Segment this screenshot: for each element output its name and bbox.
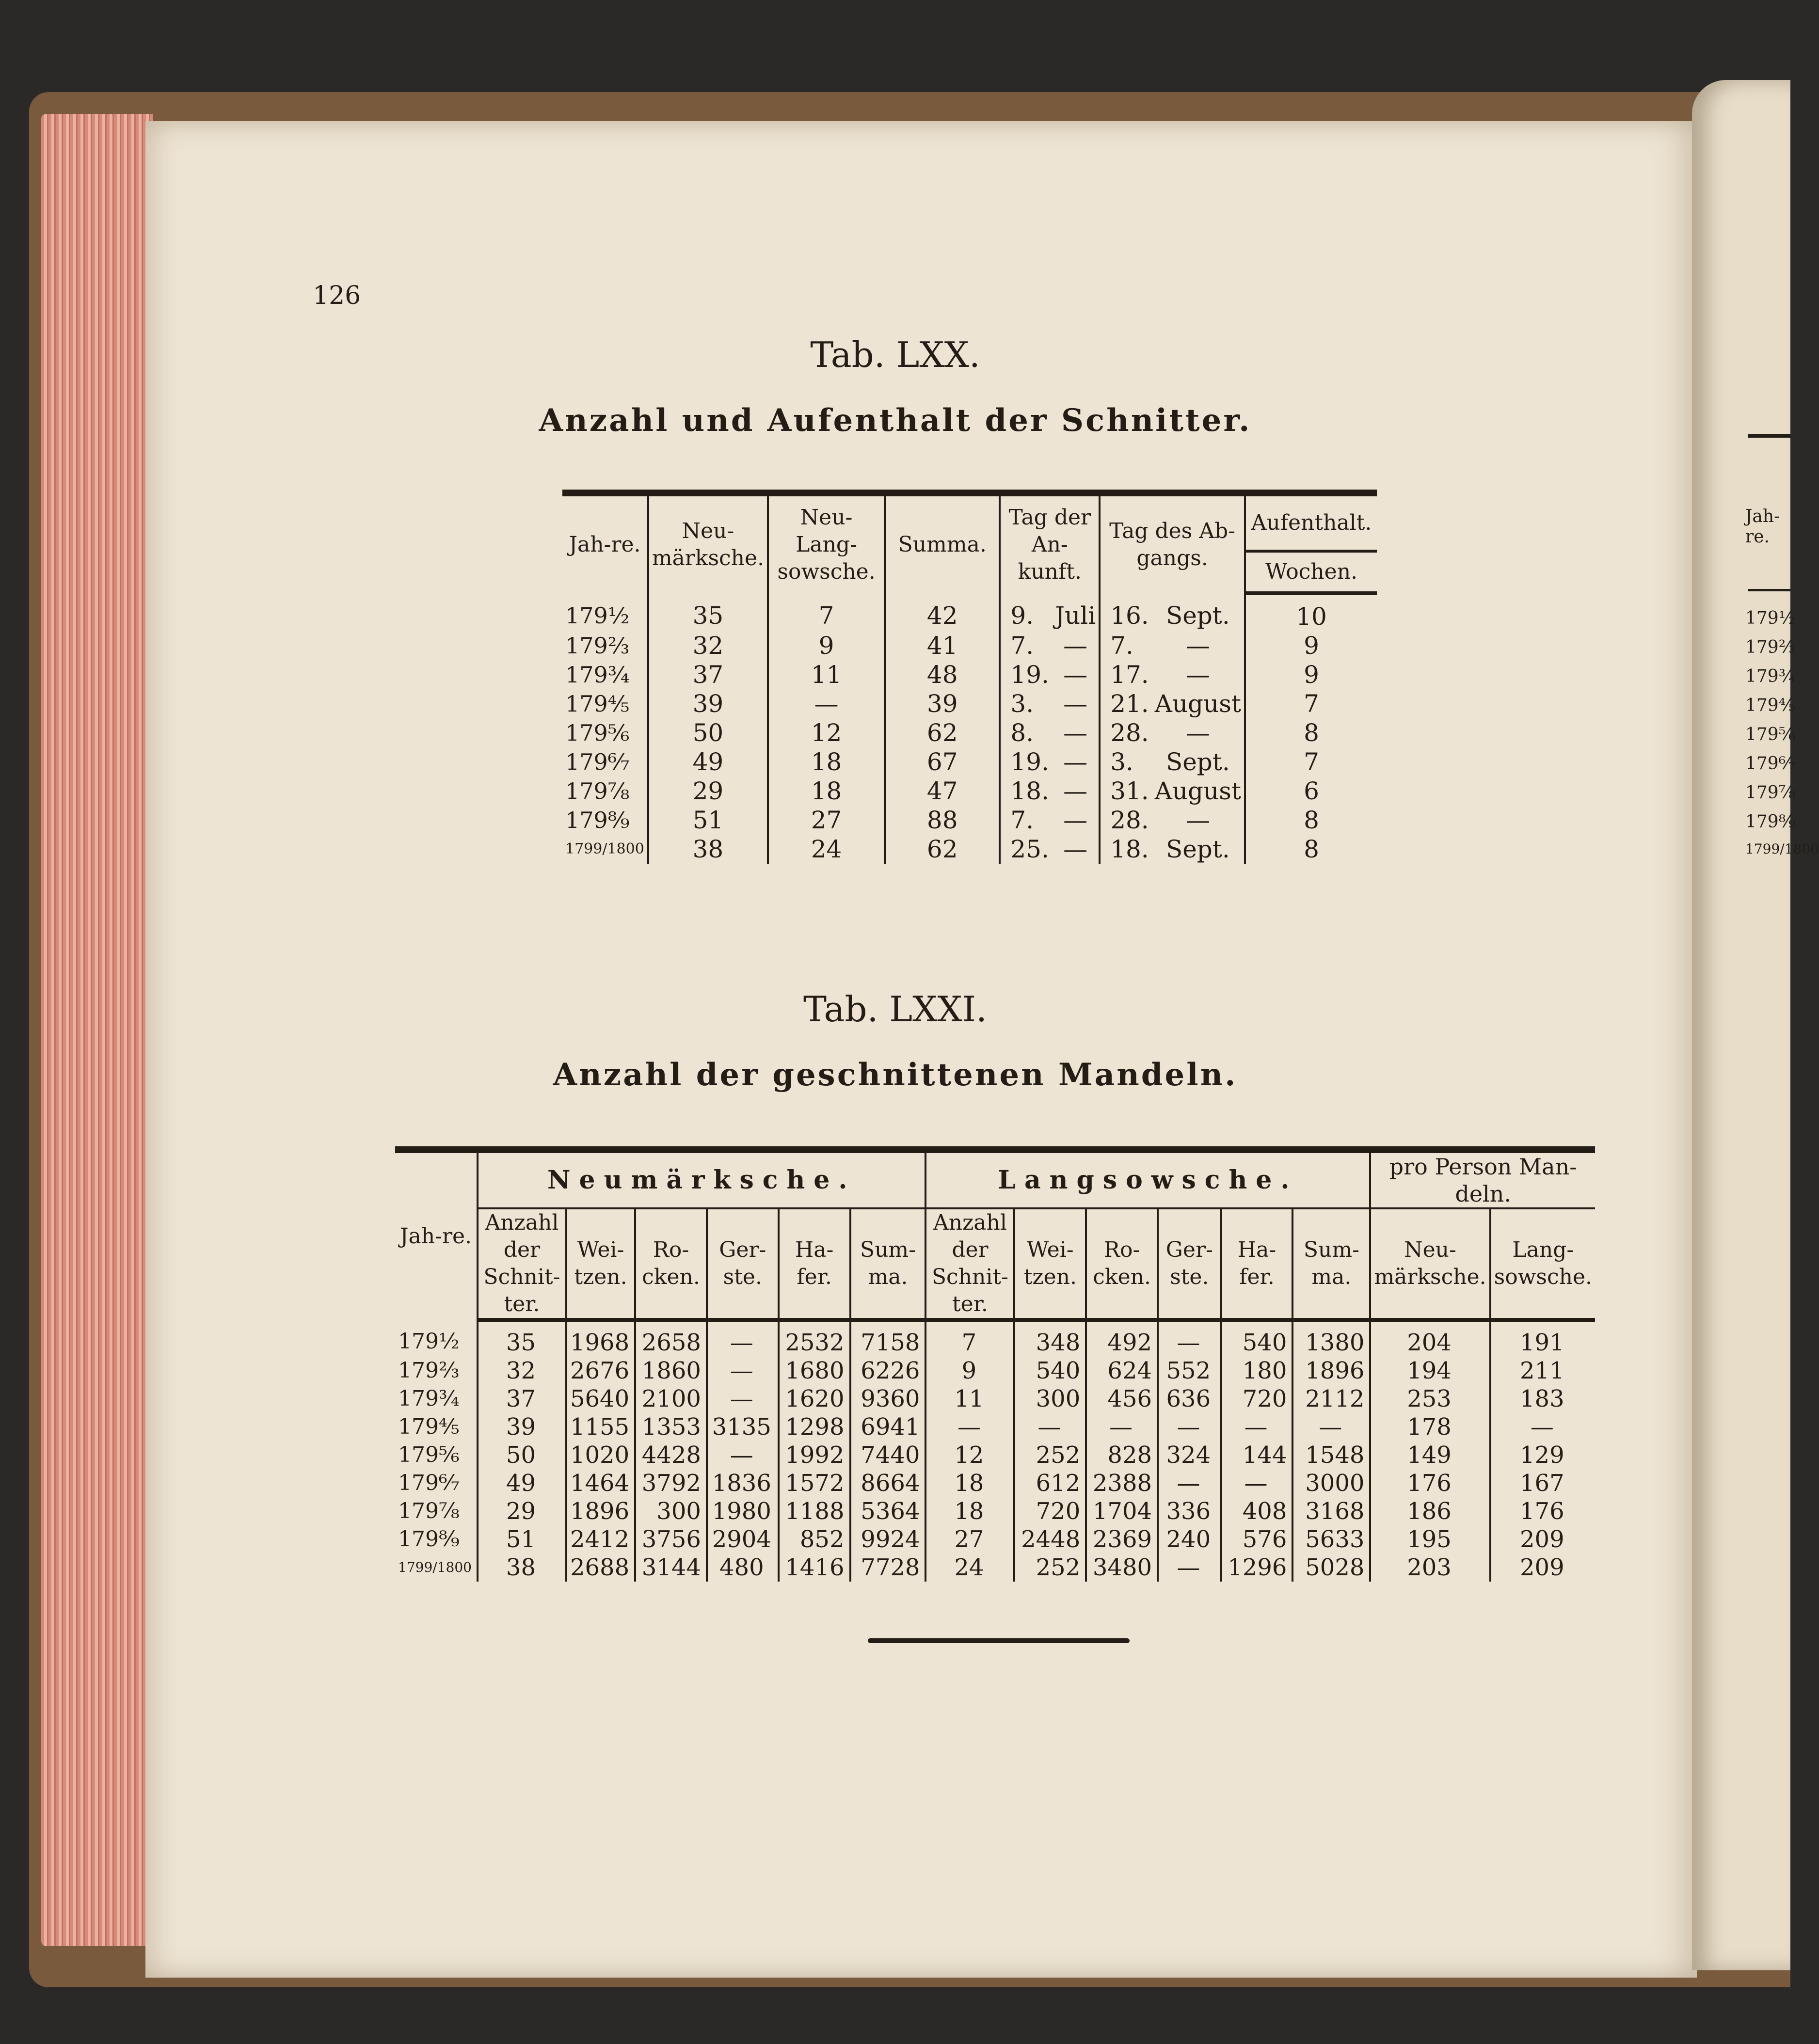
cell-l-hafer: 576 [1221, 1525, 1293, 1553]
cell-n-gerste: — [707, 1441, 779, 1469]
table70-title: Tab. LXX. [810, 334, 980, 375]
cell-summa: 41 [885, 631, 1000, 660]
cell-l-hafer: 180 [1221, 1357, 1293, 1385]
cell-per-langsowsche: — [1530, 1413, 1554, 1441]
table71-title: Tab. LXXI. [803, 989, 987, 1030]
cell-n-gerste: 1836 [707, 1469, 779, 1497]
cell-n-weizen: 1896 [566, 1497, 635, 1525]
cell-ankunft-day: 8. [1010, 719, 1034, 747]
next-page-year: 179¾ [1745, 666, 1796, 686]
cell-ankunft-month: — [1052, 835, 1100, 864]
cell-abgang-month: August [1152, 776, 1245, 806]
cell-langsowsche: 11 [768, 660, 885, 689]
end-ornament-line [868, 1638, 1130, 1643]
cell-n-rocken: 2658 [635, 1320, 707, 1357]
cell-l-hafer: 540 [1221, 1320, 1293, 1357]
cell-n-hafer: 2532 [779, 1320, 850, 1357]
cell-neumaerksche: 35 [648, 593, 768, 631]
cell-year: 1799/1800 [395, 1553, 478, 1582]
cell-abgang-day: 17. [1110, 661, 1149, 689]
table-row [562, 747, 1377, 776]
cell-ankunft-month: — [1052, 660, 1100, 689]
cell-ankunft-day: 18. [1010, 777, 1049, 805]
cell-n-gerste: — [707, 1357, 779, 1385]
cell-l-anzahl: 12 [925, 1441, 1014, 1469]
table-row [395, 1497, 1595, 1525]
cell-abgang-day: 21. [1110, 690, 1149, 718]
cell-ankunft-day: 19. [1010, 661, 1049, 689]
cell-l-weizen: 720 [1014, 1497, 1086, 1525]
cell-year: 179⅔ [395, 1357, 478, 1385]
cell-l-gerste: 324 [1158, 1441, 1221, 1469]
cell-wochen: 6 [1304, 777, 1319, 805]
cell-n-hafer: 1188 [779, 1497, 850, 1525]
cell-n-weizen: 1968 [566, 1320, 635, 1357]
cell-l-weizen: 2448 [1014, 1525, 1086, 1553]
cell-ankunft-month: — [1052, 718, 1100, 747]
cell-l-rocken: 1704 [1086, 1497, 1158, 1525]
cell-abgang-month: — [1152, 631, 1245, 660]
cell-abgang-day: 28. [1110, 719, 1149, 747]
col-header-jahre: Jah-re. [395, 1150, 478, 1320]
cell-l-hafer: 720 [1221, 1385, 1293, 1413]
cell-n-rocken: 4428 [635, 1441, 707, 1469]
cell-n-rocken: 1353 [635, 1413, 707, 1441]
col-header-summa: Summa. [885, 493, 1000, 593]
cell-n-rocken: 2100 [635, 1385, 707, 1413]
cell-n-summa: 5364 [850, 1497, 926, 1525]
cell-summa: 48 [885, 660, 1000, 689]
cell-l-summa: 3168 [1292, 1497, 1370, 1525]
cell-n-anzahl: 50 [478, 1441, 566, 1469]
cell-l-summa: 5633 [1292, 1525, 1370, 1553]
table-row [395, 1553, 1595, 1582]
cell-l-hafer: 144 [1221, 1441, 1293, 1469]
cell-l-summa: 2112 [1292, 1385, 1370, 1413]
cell-langsowsche: 7 [768, 593, 885, 631]
cell-year: 179⅞ [395, 1497, 478, 1525]
next-page-year: 179½ [1745, 608, 1796, 628]
page-number: 126 [313, 281, 361, 310]
col-header-jahre: Jah-re. [562, 493, 648, 593]
table-row [562, 631, 1377, 660]
col-header-summa: Sum-ma. [850, 1208, 926, 1320]
cell-l-weizen: 540 [1014, 1357, 1086, 1385]
cell-year: 179⁸⁄₉ [395, 1525, 478, 1553]
cell-wochen: 7 [1304, 690, 1319, 718]
cell-n-hafer: 1680 [779, 1357, 850, 1385]
cell-summa: 62 [885, 718, 1000, 747]
next-page-year: 179⁸⁄₉ [1745, 812, 1796, 832]
cell-l-anzahl: 18 [925, 1469, 1014, 1497]
cell-wochen: 9 [1304, 632, 1319, 660]
cell-l-summa: 1380 [1292, 1320, 1370, 1357]
col-header-abgang: Tag des Ab-gangs. [1100, 493, 1245, 593]
cell-per-langsowsche: 191 [1520, 1329, 1564, 1356]
cell-n-rocken: 3792 [635, 1469, 707, 1497]
cell-abgang-month: — [1152, 660, 1245, 689]
cell-ankunft-day: 7. [1010, 806, 1034, 834]
cell-neumaerksche: 38 [648, 835, 768, 864]
cell-n-rocken: 300 [635, 1497, 707, 1525]
cell-abgang-day: 16. [1110, 602, 1149, 630]
cell-ankunft-month: — [1052, 806, 1100, 835]
cell-neumaerksche: 51 [648, 806, 768, 835]
cell-year: 179⅘ [562, 689, 648, 718]
cell-l-gerste: 552 [1158, 1357, 1221, 1385]
table-row [395, 1441, 1595, 1469]
cell-l-rocken: 828 [1086, 1441, 1158, 1469]
next-page-year: 179⅘ [1745, 696, 1796, 715]
cell-neumaerksche: 39 [648, 689, 768, 718]
col-group-langsowsche: Langsowsche. [925, 1150, 1370, 1208]
next-page-header: Jah-re. [1745, 507, 1780, 547]
cell-l-weizen: 612 [1014, 1469, 1086, 1497]
cell-year: 179⅚ [562, 718, 648, 747]
cell-summa: 88 [885, 806, 1000, 835]
cell-neumaerksche: 50 [648, 718, 768, 747]
cell-per-neumaerksche: 204 [1370, 1320, 1490, 1357]
col-header-neumaerksche: Neu-märksche. [1370, 1208, 1490, 1320]
col-header-langsowsche: Neu-Lang-sowsche. [768, 493, 885, 593]
cell-n-anzahl: 37 [478, 1385, 566, 1413]
col-group-neumaerksche: Neumärksche. [478, 1150, 925, 1208]
cell-neumaerksche: 37 [648, 660, 768, 689]
table-row [562, 718, 1377, 747]
cell-ankunft-day: 9. [1010, 602, 1034, 630]
cell-year: 179½ [562, 593, 648, 631]
cell-per-neumaerksche: 194 [1370, 1357, 1490, 1385]
cell-langsowsche: — [768, 689, 885, 718]
cell-n-summa: 6941 [850, 1413, 926, 1441]
cell-l-rocken: 456 [1086, 1385, 1158, 1413]
cell-ankunft-day: 3. [1010, 690, 1034, 718]
cell-l-rocken: 2388 [1086, 1469, 1158, 1497]
cell-ankunft-day: 19. [1010, 748, 1049, 776]
cell-l-gerste: — [1158, 1320, 1221, 1357]
cell-ankunft-month: — [1052, 631, 1100, 660]
cell-abgang-month: — [1152, 718, 1245, 747]
cell-l-rocken: 3480 [1086, 1553, 1158, 1582]
cell-abgang-day: 7. [1110, 632, 1133, 660]
cell-year: 179⅞ [562, 776, 648, 806]
cell-abgang-day: 28. [1110, 806, 1149, 834]
table-row [395, 1320, 1595, 1357]
cell-l-anzahl: 24 [925, 1553, 1014, 1582]
cell-year: 1799/1800 [562, 835, 648, 864]
cell-l-anzahl: 9 [925, 1357, 1014, 1385]
cell-l-summa: 3000 [1292, 1469, 1370, 1497]
cell-l-gerste: — [1158, 1413, 1221, 1441]
cell-l-weizen: 348 [1014, 1320, 1086, 1357]
cell-l-anzahl: — [925, 1413, 1014, 1441]
cell-n-gerste: — [707, 1320, 779, 1357]
cell-per-langsowsche: 211 [1520, 1357, 1564, 1384]
cell-l-rocken: — [1086, 1413, 1158, 1441]
cell-summa: 39 [885, 689, 1000, 718]
cell-n-weizen: 1155 [566, 1413, 635, 1441]
cell-langsowsche: 12 [768, 718, 885, 747]
cell-wochen: 7 [1304, 748, 1319, 776]
cell-l-hafer: — [1221, 1413, 1293, 1441]
col-header-hafer: Ha-fer. [779, 1208, 850, 1320]
cell-summa: 67 [885, 747, 1000, 776]
cell-neumaerksche: 49 [648, 747, 768, 776]
table-row [562, 776, 1377, 806]
cell-l-summa: 5028 [1292, 1553, 1370, 1582]
cell-n-anzahl: 35 [478, 1320, 566, 1357]
table-row [562, 806, 1377, 835]
col-header-ankunft: Tag der An-kunft. [1000, 493, 1100, 593]
cell-n-gerste: 1980 [707, 1497, 779, 1525]
cell-per-neumaerksche: 195 [1370, 1525, 1490, 1553]
col-header-gerste: Ger-ste. [707, 1208, 779, 1320]
table-row [562, 689, 1377, 718]
cell-l-gerste: 336 [1158, 1497, 1221, 1525]
cell-n-rocken: 1860 [635, 1357, 707, 1385]
table70 [562, 490, 1377, 864]
cell-l-gerste: 240 [1158, 1525, 1221, 1553]
col-header-weizen: Wei-tzen. [566, 1208, 635, 1320]
col-header-hafer: Ha-fer. [1221, 1208, 1293, 1320]
col-header-summa: Sum-ma. [1292, 1208, 1370, 1320]
cell-l-anzahl: 18 [925, 1497, 1014, 1525]
cell-n-summa: 8664 [850, 1469, 926, 1497]
cell-l-anzahl: 27 [925, 1525, 1014, 1553]
cell-langsowsche: 18 [768, 747, 885, 776]
cell-neumaerksche: 32 [648, 631, 768, 660]
cell-n-gerste: 2904 [707, 1525, 779, 1553]
cell-per-langsowsche: 209 [1520, 1554, 1564, 1581]
cell-abgang-day: 3. [1110, 748, 1133, 776]
col-group-pro-person: pro Person Man-deln. [1370, 1150, 1595, 1208]
cell-n-weizen: 2412 [566, 1525, 635, 1553]
cell-l-anzahl: 11 [925, 1385, 1014, 1413]
cell-n-gerste: — [707, 1385, 779, 1413]
cell-n-weizen: 2676 [566, 1357, 635, 1385]
col-header-gerste: Ger-ste. [1158, 1208, 1221, 1320]
cell-l-rocken: 624 [1086, 1357, 1158, 1385]
cell-n-anzahl: 38 [478, 1553, 566, 1582]
cell-per-neumaerksche: 178 [1370, 1413, 1490, 1441]
cell-year: 179¾ [395, 1385, 478, 1413]
cell-abgang-month: Sept. [1152, 747, 1245, 776]
cell-abgang-month: — [1152, 806, 1245, 835]
col-header-neumaerksche: Neu-märksche. [648, 493, 768, 593]
cell-n-anzahl: 39 [478, 1413, 566, 1441]
cell-neumaerksche: 29 [648, 776, 768, 806]
cell-wochen: 10 [1296, 602, 1327, 631]
cell-n-weizen: 5640 [566, 1385, 635, 1413]
cell-l-rocken: 492 [1086, 1320, 1158, 1357]
cell-wochen: 9 [1304, 661, 1319, 689]
cell-year: 179⁶⁄₇ [395, 1469, 478, 1497]
cell-n-hafer: 1416 [779, 1553, 850, 1582]
cell-year: 179⁶⁄₇ [562, 747, 648, 776]
next-page-year: 179⁶⁄₇ [1745, 754, 1796, 774]
cell-n-summa: 7440 [850, 1441, 926, 1469]
cell-n-weizen: 1020 [566, 1441, 635, 1469]
table-row [395, 1357, 1595, 1385]
cell-ankunft-day: 25. [1010, 835, 1049, 863]
cell-year: 179¾ [562, 660, 648, 689]
cell-l-rocken: 2369 [1086, 1525, 1158, 1553]
cell-l-weizen: 300 [1014, 1385, 1086, 1413]
cell-l-hafer: — [1221, 1469, 1293, 1497]
cell-l-gerste: — [1158, 1469, 1221, 1497]
next-page-year: 179⅚ [1745, 725, 1796, 745]
next-page-year: 1799/1800 [1745, 841, 1819, 857]
cell-l-weizen: — [1014, 1413, 1086, 1441]
cell-n-rocken: 3756 [635, 1525, 707, 1553]
cell-abgang-month: August [1152, 689, 1245, 718]
page-edges [41, 114, 153, 1946]
cell-langsowsche: 9 [768, 631, 885, 660]
cell-n-weizen: 1464 [566, 1469, 635, 1497]
cell-summa: 62 [885, 835, 1000, 864]
cell-per-neumaerksche: 176 [1370, 1469, 1490, 1497]
table70-subtitle: Anzahl und Aufenthalt der Schnitter. [539, 402, 1252, 439]
col-header-aufenthalt: Aufenthalt. [1245, 493, 1377, 551]
cell-summa: 42 [885, 593, 1000, 631]
cell-year: 179⅘ [395, 1413, 478, 1441]
cell-n-anzahl: 49 [478, 1469, 566, 1497]
cell-langsowsche: 27 [768, 806, 885, 835]
table-row [395, 1469, 1595, 1497]
cell-ankunft-month: — [1052, 747, 1100, 776]
cell-langsowsche: 24 [768, 835, 885, 864]
cell-wochen: 8 [1304, 719, 1319, 747]
cell-per-neumaerksche: 253 [1370, 1385, 1490, 1413]
cell-wochen: 8 [1304, 835, 1319, 863]
table71 [395, 1146, 1595, 1582]
cell-year: 179½ [395, 1320, 478, 1357]
next-page-rule [1748, 589, 1790, 591]
cell-wochen: 8 [1304, 806, 1319, 834]
col-header-rocken: Ro-cken. [1086, 1208, 1158, 1320]
cell-per-neumaerksche: 149 [1370, 1441, 1490, 1469]
cell-ankunft-month: — [1052, 776, 1100, 806]
cell-n-gerste: 480 [707, 1553, 779, 1582]
cell-n-hafer: 852 [779, 1525, 850, 1553]
col-header-langsowsche: Lang-sowsche. [1490, 1208, 1595, 1320]
cell-year: 179⅚ [395, 1441, 478, 1469]
table71-subtitle: Anzahl der geschnittenen Mandeln. [553, 1057, 1238, 1093]
table-row [395, 1385, 1595, 1413]
cell-year: 179⁸⁄₉ [562, 806, 648, 835]
col-header-anzahl: Anzahl der Schnit-ter. [925, 1208, 1014, 1320]
cell-l-gerste: 636 [1158, 1385, 1221, 1413]
cell-n-anzahl: 32 [478, 1357, 566, 1385]
cell-per-langsowsche: 167 [1520, 1470, 1564, 1497]
cell-langsowsche: 18 [768, 776, 885, 806]
col-header-anzahl: Anzahl der Schnit-ter. [478, 1208, 566, 1320]
cell-abgang-day: 18. [1110, 835, 1149, 863]
cell-l-weizen: 252 [1014, 1441, 1086, 1469]
cell-abgang-month: Sept. [1152, 835, 1245, 864]
cell-l-gerste: — [1158, 1553, 1221, 1582]
cell-per-langsowsche: 183 [1520, 1385, 1564, 1412]
cell-l-summa: 1896 [1292, 1357, 1370, 1385]
cell-n-anzahl: 51 [478, 1525, 566, 1553]
table-row [562, 593, 1377, 631]
col-header-weizen: Wei-tzen. [1014, 1208, 1086, 1320]
table-row [395, 1525, 1595, 1553]
cell-l-hafer: 1296 [1221, 1553, 1293, 1582]
cell-l-summa: 1548 [1292, 1441, 1370, 1469]
cell-ankunft-month: — [1052, 689, 1100, 718]
cell-n-hafer: 1620 [779, 1385, 850, 1413]
cell-summa: 47 [885, 776, 1000, 806]
table-row [395, 1413, 1595, 1441]
cell-l-weizen: 252 [1014, 1553, 1086, 1582]
cell-per-neumaerksche: 186 [1370, 1497, 1490, 1525]
cell-n-gerste: 3135 [707, 1413, 779, 1441]
next-page-year: 179⅞ [1745, 783, 1796, 803]
cell-abgang-month: Sept. [1152, 593, 1245, 631]
col-header-rocken: Ro-cken. [635, 1208, 707, 1320]
cell-n-hafer: 1298 [779, 1413, 850, 1441]
cell-n-summa: 7158 [850, 1320, 926, 1357]
cell-l-hafer: 408 [1221, 1497, 1293, 1525]
next-page-year: 179⅔ [1745, 637, 1796, 657]
cell-l-summa: — [1292, 1413, 1370, 1441]
cell-per-neumaerksche: 203 [1370, 1553, 1490, 1582]
book-page [145, 121, 1697, 1978]
cell-ankunft-month: Juli [1052, 593, 1100, 631]
cell-per-langsowsche: 176 [1520, 1498, 1564, 1525]
cell-n-anzahl: 29 [478, 1497, 566, 1525]
cell-n-summa: 7728 [850, 1553, 926, 1582]
col-header-wochen: Wochen. [1245, 551, 1377, 593]
cell-ankunft-day: 7. [1010, 632, 1034, 660]
cell-n-summa: 9360 [850, 1385, 926, 1413]
table-row [562, 835, 1377, 864]
cell-year: 179⅔ [562, 631, 648, 660]
cell-n-hafer: 1992 [779, 1441, 850, 1469]
cell-per-langsowsche: 209 [1520, 1526, 1564, 1553]
table-row [562, 660, 1377, 689]
cell-n-summa: 9924 [850, 1525, 926, 1553]
cell-n-hafer: 1572 [779, 1469, 850, 1497]
cell-n-weizen: 2688 [566, 1553, 635, 1582]
cell-abgang-day: 31. [1110, 777, 1149, 805]
cell-n-rocken: 3144 [635, 1553, 707, 1582]
cell-per-langsowsche: 129 [1520, 1442, 1564, 1469]
cell-n-summa: 6226 [850, 1357, 926, 1385]
cell-l-anzahl: 7 [925, 1320, 1014, 1357]
